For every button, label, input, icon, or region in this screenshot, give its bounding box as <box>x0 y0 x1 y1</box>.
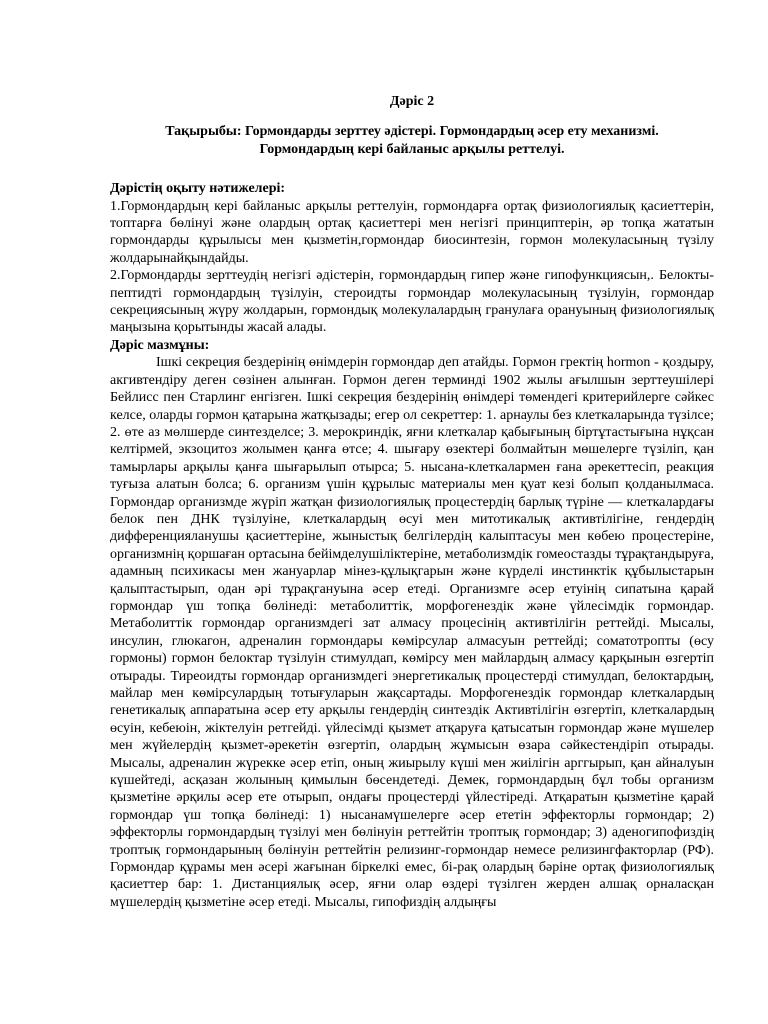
outcome-paragraph-2: 2.Гормондарды зерттеудің негізгі әдістерін, гормондардың гипер және гипофункциясын,. Белокты-пептидті гормондардың түзілуін, стероидты гормондар молекуласының түзілуін, гормондар секрециясының жүру жолдарын, гормондық молекулалардың гранулаға орануының физиологиялық маңызына қорытынды жасай алады. <box>110 268 714 336</box>
content-heading: Дәріс мазмұны: <box>110 337 210 353</box>
outcome-paragraph-1: 1.Гормондардың кері байланыс арқылы реттелуін, гормондарға ортақ физиологиялық қасиеттерін, топтарға бөлінуі және олардың ортақ қасиеттері мен негізгі принциптерін, әр топқа жататын гормондарды құрылысы мен қызметін,гормондар биосинтезін, гормон молекуласының түзілу жолдарынайқындайды. <box>110 198 714 266</box>
outcomes-heading: Дәрістің оқыту нәтижелері: <box>110 181 286 197</box>
lecture-number: Дәріс 2 <box>389 94 435 109</box>
topic-line-2: Гормондардың кері байланыс арқылы реттелуі. <box>259 141 565 157</box>
content-body-paragraph: Ішкі секреция бездерінің өнімдерін гормондар деп атайды. Гормон гректің hormon - қоздыру, акгивтендіру деген сөзінен алынған. Гормон деген терминді 1902 жылы ағылшын зерттеушілері Бейлисс пен Старлинг енгізген. Ішкі секреция бездерінің өнімдері төмендегі критерийлерге сәйкес келсе, оларды гормон қатарына жатқызады; егер ол секреттер: 1. арнаулы без клеткаларында түзілсе; 2. өте аз мөлшерде синтезделсе; 3. мерокриндік, яғни клеткалар қабығының біртұтастығына нұқсан келтірмей, экзоцитоз жолымен қанға өтсе; 4. шығару өзектері болмайтын мөшелерге түзіліп, қан тамырлары арқылы қанға шығарылып отырса; 5. нысана-клеткалармен ғана әрекеттесіп, реакция туғыза алатын болса; 6. организм үшін құрылыс материалы мен қуат кезі болып қолданылмаса. Гормондар организмде жүріп жатқан физиологиялық процестердің барлық түріне — клеткалардағы белок пен ДНК түзілуіне, клеткалардың өсуі мен митотикалық активтілігіне, гендердің дифференцияланушы қасиеттеріне, жыныстық белгілердің калыптасуы мен көбею процестеріне, организмнің қоршаған ортасына бейімделушіліктеріне, метаболизмдік гомеостазды тұрақтандыруға, адамның психикасы мен жануарлар мінез-құлықгарын және күрделі инстинктік құбылыстарын қалыптастырып, одан әрі тұрақгануына әсер етеді. Организмге әсер етуінің сипатына қарай гормондар үш топқа бөлінеді: метаболиттік, морфогенездік және үйлесімдік гормондар. Метаболиттік гормондар организмдегі зат алмасу процесінің активтілігін реттейді. Мысалы, инсулин, глюкагон, адреналин гормондары көмірсулар алмасуын реттейді; соматотропты (өсу гормоны) гормон белоктар түзілуін стимулдап, көмірсу мен майлардың алмасу қарқынын өзгертіп отырады. Тиреоидты гормондар организмдегі энергетикалық процестерді стимулдап, белоктардың, майлар мен көмірсулардың тотығуларын жақсартады. Морфогенездік гормондар клеткалардың генетикалық аппаратына әсер ету арқылы гендердің синтездік Активтілігін өзгертіп, клеткалардың өсуін, кебеюін, жіктелуін ретгейді. үйлесімді қызмет атқаруға қатысатын гормондар және мүшелер мен жүйелердің қызмет-әрекетін өзгертіп, олардың жұмысын өзара сәйкестендіріп отырады. Мысалы, адреналин жүрекке әсер етіп, оның жиырылу күші мен жиілігін арггырып, қан айналуын күшейтеді, асқазан жолының қимылын бөсендетеді. Демек, гормондардың бұл тобы организм қызметіне әрқилы әсер ете отырып, ондағы процестерді үйлестіреді. Атқаратын қызметіне қарай гормондар үш топқа бөлінеді: 1) нысанамүшелерге әсер ететін эффекторлы гормондар; 2) эффекторлы гормондардың түзілуі мен бөлінуін реттейтін троптық гормондар; 3) аденогипофиздің троптық гормондарының бөлінуін реттейтін релизинг-гормондар немесе релизингфакторлар (РФ). Гормондар құрамы мен әсері жағынан біркелкі емес, бі-рақ олардың бәріне ортақ физиологиялық қасиеттер бар: 1. Дистанциялық әсер, яғни олар өздері түзілген жерден алшақ орналасқан мүшелердің қызметіне әсер етеді. Мысалы, гипофиздің алдыңғы <box>110 355 714 910</box>
document-page <box>110 93 714 911</box>
lecture-topic <box>110 123 714 158</box>
topic-line-1: Тақырыбы: Гормондарды зерттеу әдістері. Гормондардың әсер ету механизмі. <box>165 124 659 140</box>
